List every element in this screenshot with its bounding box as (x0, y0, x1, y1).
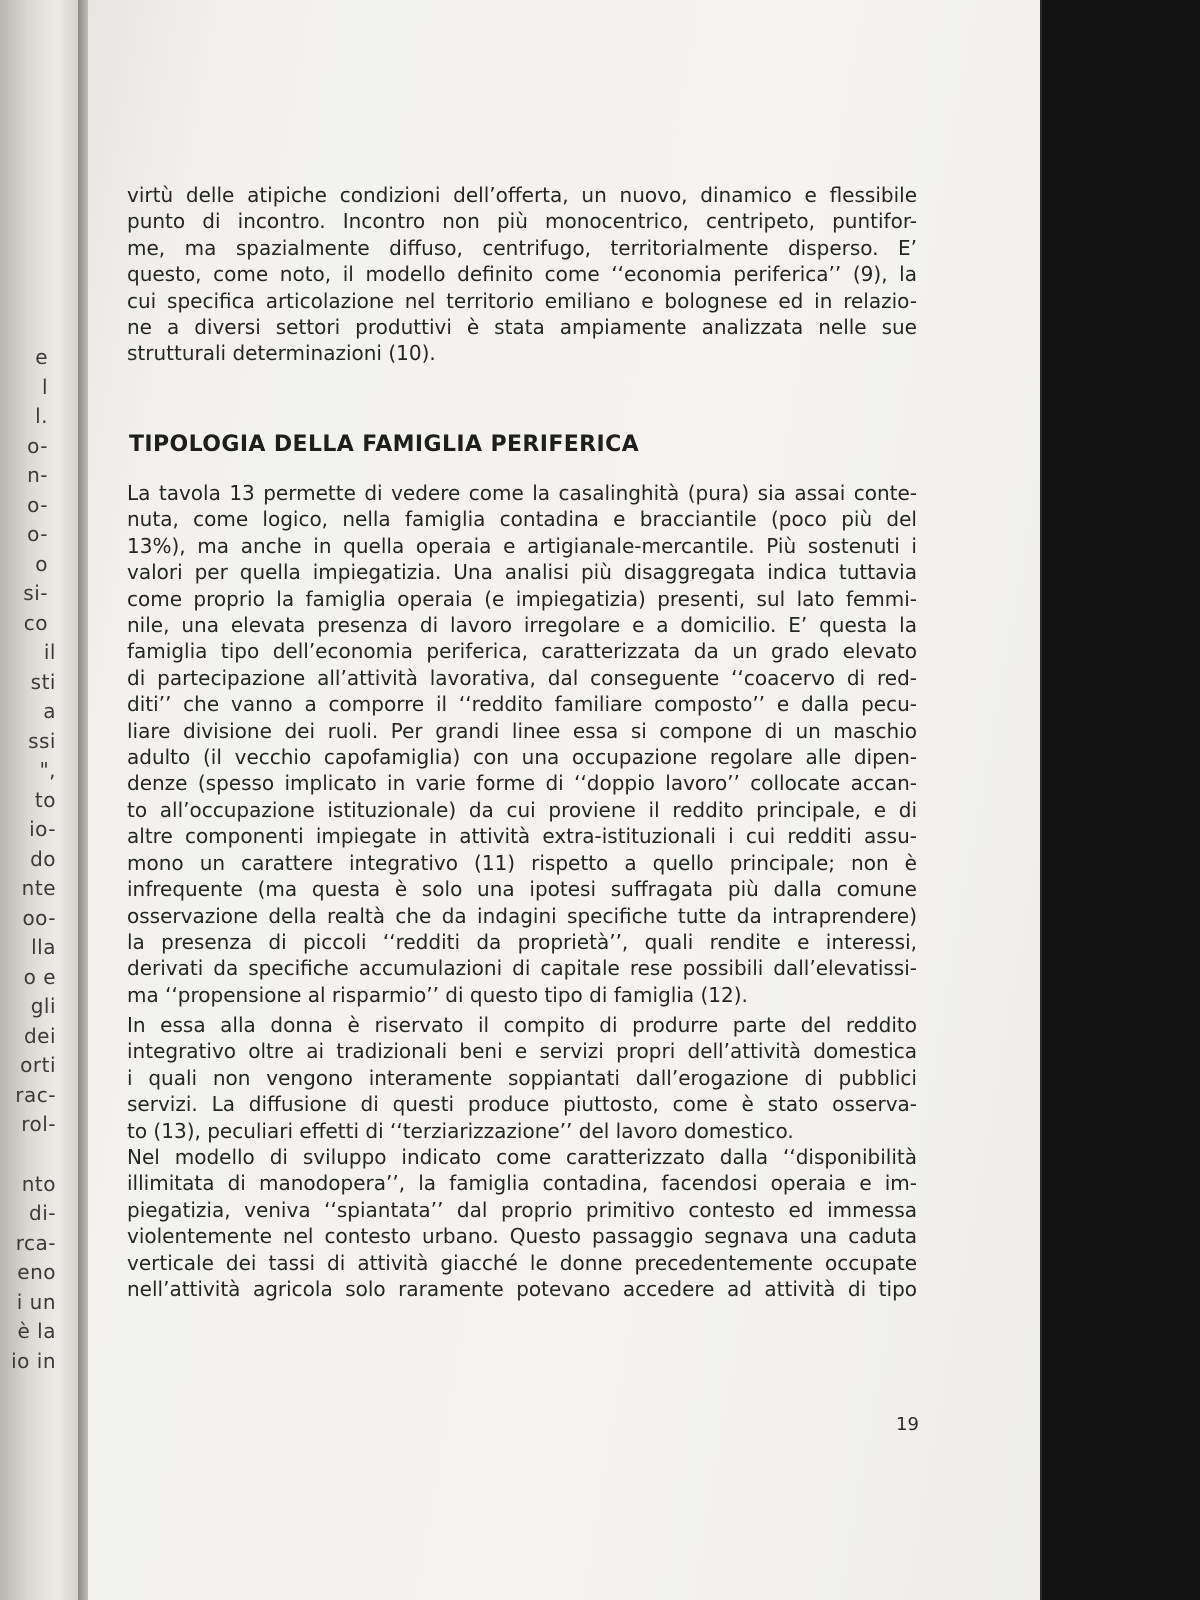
text-line: strutturali determinazioni (10). (127, 341, 436, 366)
text-line: verticale dei tassi di attività giacché le donne precedentemente occupate (127, 1250, 917, 1275)
left-page-fragment: e (35, 345, 48, 369)
left-page-fragment: o- (27, 492, 48, 517)
left-page-fragment: rca- (15, 1230, 56, 1255)
text-line: virtù delle atipiche condizioni dell’offerta, un nuovo, dinamico e flessibile (127, 183, 917, 207)
left-page-fragment: ", (39, 758, 56, 782)
left-page-fragment: orti (20, 1053, 56, 1077)
text-line: derivati da specifiche accumulazioni di capitale rese possibili dall’elevatissi- (127, 956, 917, 981)
text-line: come proprio la famiglia operaia (e impiegatizia) presenti, sul lato femmi- (127, 586, 917, 611)
text-line: denze (spesso implicato in varie forme di ‘‘doppio lavoro’’ collocate accan- (127, 771, 917, 796)
left-page-fragment: l (41, 374, 48, 399)
text-line: i quali non vengono interamente soppiantati dall’erogazione di pubblici (127, 1065, 917, 1090)
left-page-fragment: nto (21, 1171, 56, 1196)
text-line: liare divisione dei ruoli. Per grandi linee essa si compone di un maschio (127, 718, 917, 743)
text-line: 13%), ma anche in quella operaia e artigianale-mercantile. Più sostenuti i (127, 533, 917, 558)
text-line: nile, una elevata presenza di lavoro irregolare e a domicilio. E’ questa la (127, 613, 917, 638)
left-page-fragment: o (35, 551, 48, 576)
left-page-fragment: a (43, 699, 56, 723)
text-line: questo, come noto, il modello definito come ‘‘economia periferica’’ (9), la (127, 262, 917, 287)
text-line: violentemente nel contesto urbano. Questo passaggio segnava una caduta (127, 1224, 917, 1249)
left-page-fragment: to (34, 787, 56, 812)
text-line: diti’’ che vanno a comporre il ‘‘reddito familiare composto’’ e dalla pecu- (127, 692, 917, 717)
text-line: ma ‘‘propensione al risparmio’’ di questo tipo di famiglia (12). (127, 982, 748, 1007)
left-page-fragment: il (43, 640, 56, 664)
left-page-fragment: o- (27, 522, 48, 546)
text-line: La tavola 13 permette di vedere come la casalinghità (pura) sia assai conte- (127, 481, 917, 505)
body-paragraph-2 (127, 1012, 917, 1144)
text-line: altre componenti impiegate in attività extra-istituzionali i cui redditi assu- (127, 824, 917, 849)
left-page-fragment: eno (17, 1260, 56, 1284)
text-line: me, ma spazialmente diffuso, centrifugo, territorialmente disperso. E’ (127, 235, 917, 260)
left-page-fragment: n- (27, 463, 48, 487)
left-page-fragment: co (23, 610, 48, 635)
text-line: famiglia tipo dell’economia periferica, caratterizzata da un grado elevato (127, 639, 917, 664)
left-page-fragment: nte (21, 876, 56, 900)
left-page-fragment: dei (23, 1023, 56, 1048)
left-page-fragment: oo- (22, 905, 56, 930)
left-page-fragment: sti (30, 669, 56, 694)
left-page (0, 0, 82, 1600)
page-edge (1040, 0, 1042, 1600)
text-line: In essa alla donna è riservato il compito di produrre parte del reddito (127, 1013, 917, 1037)
text-line: to (13), peculiari effetti di ‘‘terziarizzazione’’ del lavoro domestico. (127, 1118, 794, 1143)
text-line: valori per quella impiegatizia. Una analisi più disaggregata indica tuttavia (127, 560, 917, 585)
left-page-fragment: o e (23, 964, 56, 989)
text-line: cui specifica articolazione nel territorio emiliano e bolognese ed in relazio- (127, 288, 917, 313)
text-line: di partecipazione all’attività lavorativa, dal conseguente ‘‘coacervo di red- (127, 665, 917, 690)
body-paragraph-1 (127, 480, 917, 1008)
intro-paragraph (127, 182, 917, 367)
left-page-fragment: do (30, 846, 56, 871)
left-page-fragment: lla (31, 935, 56, 959)
left-page-fragment: è la (17, 1319, 56, 1343)
left-page-fragment: gli (30, 994, 56, 1018)
text-line: mono un carattere integrativo (11) rispetto a quello principale; non è (127, 850, 917, 875)
section-heading: TIPOLOGIA DELLA FAMIGLIA PERIFERICA (129, 432, 640, 457)
text-line: nuta, come logico, nella famiglia contadina e bracciantile (poco più del (127, 507, 917, 532)
left-page-fragment: io in (11, 1348, 56, 1373)
text-line: osservazione della realtà che da indagini specifiche tutte da intraprendere) (127, 903, 917, 928)
text-line: punto di incontro. Incontro non più monocentrico, centripeto, puntifor- (127, 209, 917, 234)
text-line: la presenza di piccoli ‘‘redditi da proprietà’’, quali rendite e interessi, (127, 929, 917, 954)
left-page-fragment: l. (35, 404, 48, 428)
text-line: nell’attività agricola solo raramente potevano accedere ad attività di tipo (127, 1277, 917, 1302)
left-page-fragment: rac- (15, 1082, 56, 1107)
text-line: to all’occupazione istituzionale) da cui proviene il reddito principale, e di (127, 797, 917, 822)
text-line: infrequente (ma questa è solo una ipotesi suffragata più dalla comune (127, 877, 917, 902)
left-page-fragment: si- (23, 581, 48, 605)
left-page-fragment: ssi (28, 728, 56, 753)
text-line: adulto (il vecchio capofamiglia) con una occupazione regolare alle dipen- (127, 745, 917, 770)
left-page-fragment: rol- (21, 1112, 56, 1136)
left-page-fragment: di- (29, 1201, 56, 1225)
left-page-fragment: i un (16, 1289, 56, 1314)
text-line: illimitata di manodopera’’, la famiglia contadina, facendosi operaia e im- (127, 1171, 917, 1196)
left-page-fragment: io- (29, 817, 56, 841)
body-paragraph-3 (127, 1144, 917, 1302)
text-line: piegatizia, veniva ‘‘spiantata’’ dal proprio primitivo contesto ed immessa (127, 1197, 917, 1222)
left-page-fragment: o- (27, 433, 48, 458)
page-number: 19 (896, 1414, 919, 1435)
text-line: ne a diversi settori produttivi è stata ampiamente analizzata nelle sue (127, 315, 917, 340)
text-line: Nel modello di sviluppo indicato come caratterizzato dalla ‘‘disponibilità (127, 1145, 917, 1169)
text-line: integrativo oltre ai tradizionali beni e servizi propri dell’attività domestica (127, 1039, 917, 1064)
text-line: servizi. La diffusione di questi produce piuttosto, come è stato osserva- (127, 1092, 917, 1117)
